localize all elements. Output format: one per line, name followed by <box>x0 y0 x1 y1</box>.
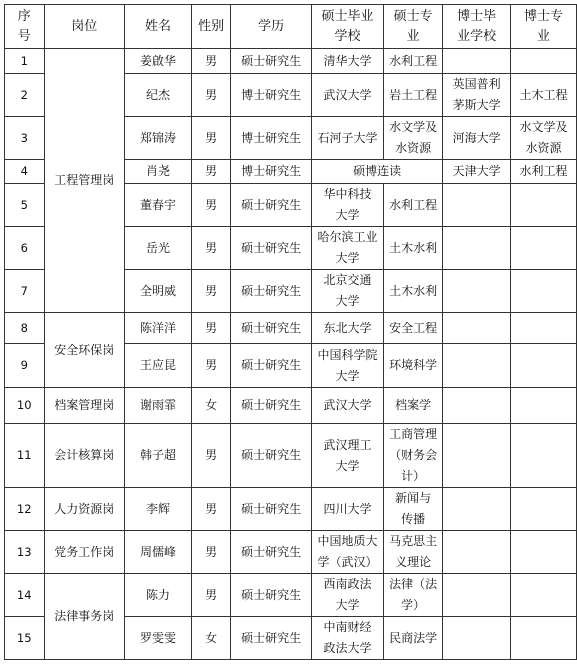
education-cell: 硕士研究生 <box>231 227 312 270</box>
master-major-cell: 新闻与 传播 <box>383 488 442 531</box>
gender-cell: 男 <box>191 270 231 313</box>
name-cell: 董春宇 <box>125 184 192 227</box>
master-major-cell: 岩土工程 <box>383 74 442 117</box>
phd-school-cell <box>443 388 511 424</box>
master-major-cell: 民商法学 <box>383 617 442 660</box>
master-school-cell: 四川大学 <box>311 488 383 531</box>
header-phd-major: 博士专 业 <box>511 5 577 49</box>
education-cell: 博士研究生 <box>231 160 312 184</box>
education-cell: 硕士研究生 <box>231 424 312 488</box>
row-number: 6 <box>5 227 45 270</box>
row-number: 14 <box>5 574 45 617</box>
personnel-table <box>4 4 577 660</box>
row-number: 13 <box>5 531 45 574</box>
post-cell: 会计核算岗 <box>44 424 125 488</box>
row-number: 2 <box>5 74 45 117</box>
phd-major-cell <box>511 531 577 574</box>
name-cell: 陈力 <box>125 574 192 617</box>
gender-cell: 男 <box>191 160 231 184</box>
gender-cell: 男 <box>191 227 231 270</box>
header-master-major: 硕士专 业 <box>383 5 442 49</box>
master-major-cell: 工商管理 （财务会 计） <box>383 424 442 488</box>
education-cell: 硕士研究生 <box>231 270 312 313</box>
name-cell: 郑锦涛 <box>125 117 192 160</box>
phd-school-cell <box>443 488 511 531</box>
phd-major-cell <box>511 617 577 660</box>
education-cell: 硕士研究生 <box>231 488 312 531</box>
master-school-cell: 东北大学 <box>311 313 383 344</box>
row-number: 9 <box>5 344 45 388</box>
table-row <box>5 313 577 344</box>
education-cell: 硕士研究生 <box>231 313 312 344</box>
gender-cell: 男 <box>191 574 231 617</box>
phd-major-cell: 水文学及 水资源 <box>511 117 577 160</box>
row-number: 1 <box>5 49 45 74</box>
table-header-row <box>5 5 577 49</box>
master-school-cell: 中国科学院 大学 <box>311 344 383 388</box>
name-cell: 姜啟华 <box>125 49 192 74</box>
master-school-cell: 北京交通 大学 <box>311 270 383 313</box>
post-cell: 人力资源岗 <box>44 488 125 531</box>
master-major-cell: 马克思主 义理论 <box>383 531 442 574</box>
master-merged-cell: 硕博连读 <box>311 160 442 184</box>
phd-school-cell <box>443 574 511 617</box>
phd-major-cell <box>511 227 577 270</box>
master-school-cell: 西南政法 大学 <box>311 574 383 617</box>
master-major-cell: 环境科学 <box>383 344 442 388</box>
name-cell: 谢雨霏 <box>125 388 192 424</box>
education-cell: 硕士研究生 <box>231 531 312 574</box>
row-number: 4 <box>5 160 45 184</box>
post-cell: 安全环保岗 <box>44 313 125 388</box>
phd-major-cell: 水利工程 <box>511 160 577 184</box>
name-cell: 肖尧 <box>125 160 192 184</box>
master-school-cell: 石河子大学 <box>311 117 383 160</box>
header-phd-school: 博士毕 业学校 <box>443 5 511 49</box>
name-cell: 周儒峰 <box>125 531 192 574</box>
post-cell: 党务工作岗 <box>44 531 125 574</box>
gender-cell: 男 <box>191 184 231 227</box>
master-major-cell: 水利工程 <box>383 184 442 227</box>
master-school-cell: 中南财经 政法大学 <box>311 617 383 660</box>
phd-major-cell <box>511 574 577 617</box>
education-cell: 硕士研究生 <box>231 388 312 424</box>
master-major-cell: 水文学及 水资源 <box>383 117 442 160</box>
gender-cell: 男 <box>191 313 231 344</box>
post-cell: 工程管理岗 <box>44 49 125 313</box>
phd-school-cell <box>443 344 511 388</box>
name-cell: 陈洋洋 <box>125 313 192 344</box>
master-school-cell: 华中科技 大学 <box>311 184 383 227</box>
gender-cell: 女 <box>191 617 231 660</box>
header-no: 序 号 <box>5 5 45 49</box>
education-cell: 硕士研究生 <box>231 617 312 660</box>
post-cell: 法律事务岗 <box>44 574 125 660</box>
phd-major-cell <box>511 388 577 424</box>
header-gender: 性别 <box>191 5 231 49</box>
master-major-cell: 安全工程 <box>383 313 442 344</box>
education-cell: 硕士研究生 <box>231 574 312 617</box>
row-number: 12 <box>5 488 45 531</box>
name-cell: 韩子超 <box>125 424 192 488</box>
master-major-cell: 土木水利 <box>383 227 442 270</box>
header-education: 学历 <box>231 5 312 49</box>
personnel-table-container <box>4 4 577 660</box>
row-number: 3 <box>5 117 45 160</box>
phd-major-cell <box>511 488 577 531</box>
table-row <box>5 574 577 617</box>
phd-school-cell <box>443 49 511 74</box>
row-number: 11 <box>5 424 45 488</box>
gender-cell: 男 <box>191 344 231 388</box>
table-row <box>5 488 577 531</box>
master-school-cell: 中国地质大 学（武汉） <box>311 531 383 574</box>
education-cell: 硕士研究生 <box>231 344 312 388</box>
education-cell: 硕士研究生 <box>231 49 312 74</box>
education-cell: 博士研究生 <box>231 74 312 117</box>
master-school-cell: 哈尔滨工业 大学 <box>311 227 383 270</box>
gender-cell: 男 <box>191 531 231 574</box>
phd-major-cell <box>511 49 577 74</box>
table-row <box>5 49 577 74</box>
phd-school-cell <box>443 617 511 660</box>
phd-major-cell <box>511 344 577 388</box>
education-cell: 博士研究生 <box>231 117 312 160</box>
phd-major-cell <box>511 313 577 344</box>
name-cell: 纪杰 <box>125 74 192 117</box>
phd-school-cell: 天津大学 <box>443 160 511 184</box>
header-master-school: 硕士毕业 学校 <box>311 5 383 49</box>
master-school-cell: 清华大学 <box>311 49 383 74</box>
table-row <box>5 531 577 574</box>
row-number: 10 <box>5 388 45 424</box>
master-major-cell: 档案学 <box>383 388 442 424</box>
gender-cell: 女 <box>191 388 231 424</box>
row-number: 7 <box>5 270 45 313</box>
phd-major-cell <box>511 270 577 313</box>
phd-school-cell <box>443 184 511 227</box>
name-cell: 岳光 <box>125 227 192 270</box>
phd-school-cell: 河海大学 <box>443 117 511 160</box>
name-cell: 王应昆 <box>125 344 192 388</box>
phd-major-cell <box>511 184 577 227</box>
gender-cell: 男 <box>191 117 231 160</box>
gender-cell: 男 <box>191 74 231 117</box>
header-name: 姓名 <box>125 5 192 49</box>
row-number: 8 <box>5 313 45 344</box>
phd-school-cell <box>443 227 511 270</box>
header-post: 岗位 <box>44 5 125 49</box>
phd-major-cell <box>511 424 577 488</box>
name-cell: 罗雯雯 <box>125 617 192 660</box>
phd-school-cell <box>443 270 511 313</box>
gender-cell: 男 <box>191 49 231 74</box>
post-cell: 档案管理岗 <box>44 388 125 424</box>
master-major-cell: 法律（法 学） <box>383 574 442 617</box>
education-cell: 硕士研究生 <box>231 184 312 227</box>
gender-cell: 男 <box>191 424 231 488</box>
phd-school-cell <box>443 531 511 574</box>
master-school-cell: 武汉大学 <box>311 388 383 424</box>
phd-major-cell: 土木工程 <box>511 74 577 117</box>
phd-school-cell <box>443 424 511 488</box>
master-school-cell: 武汉大学 <box>311 74 383 117</box>
master-major-cell: 土木水利 <box>383 270 442 313</box>
master-major-cell: 水利工程 <box>383 49 442 74</box>
row-number: 5 <box>5 184 45 227</box>
gender-cell: 男 <box>191 488 231 531</box>
table-row <box>5 424 577 488</box>
phd-school-cell <box>443 313 511 344</box>
name-cell: 李辉 <box>125 488 192 531</box>
master-school-cell: 武汉理工 大学 <box>311 424 383 488</box>
phd-school-cell: 英国普利 茅斯大学 <box>443 74 511 117</box>
table-row <box>5 388 577 424</box>
row-number: 15 <box>5 617 45 660</box>
name-cell: 全明威 <box>125 270 192 313</box>
